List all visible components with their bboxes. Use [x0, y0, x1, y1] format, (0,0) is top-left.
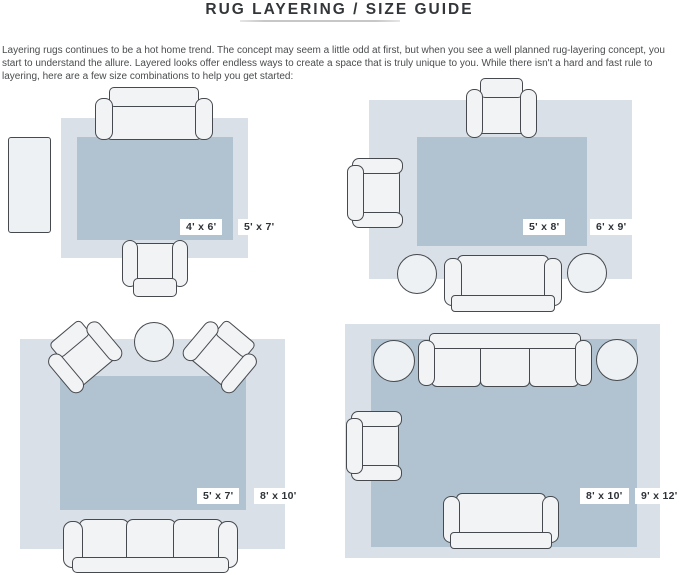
- three-seat-sofa-icon: [418, 333, 592, 387]
- sofa-cushion: [431, 345, 481, 387]
- outer-rug-size-label: 9' x 12': [635, 488, 679, 504]
- sofa-arm: [195, 98, 213, 140]
- sofa-back: [72, 557, 230, 573]
- ottoman-icon: [567, 253, 607, 293]
- sofa-back: [429, 333, 580, 349]
- sofa-arm: [575, 340, 592, 386]
- intro-paragraph: Layering rugs continues to be a hot home trend. The concept may seem a little odd at first, but when you see a well planned rug-layering concept, you start to understand the allure. Layered looks offer endless ways to create a space that is truly unique to you. While there isn't a hard and fast rule to layering, here are a few size combinations to help you get started:: [2, 45, 665, 82]
- inner-rug-size-label: 5' x 7': [197, 488, 239, 504]
- sofa-seat: [457, 255, 549, 299]
- sofa-back: [451, 295, 555, 312]
- side-table-icon: [8, 137, 51, 233]
- armchair-icon: [466, 78, 537, 138]
- sofa-arm: [95, 98, 113, 140]
- sofa-icon: [444, 255, 562, 312]
- sofa-seat: [456, 493, 547, 537]
- outer-rug-size-label: 5' x 7': [238, 219, 280, 235]
- sofa-back: [109, 87, 199, 107]
- chair-back: [346, 418, 363, 474]
- outer-rug-size-label: 8' x 10': [254, 488, 303, 504]
- round-table-icon: [134, 322, 174, 362]
- loveseat-icon: [443, 493, 559, 549]
- chair-back: [133, 278, 177, 297]
- page-title: RUG LAYERING / SIZE GUIDE: [205, 1, 474, 18]
- chair-seat: [359, 421, 398, 471]
- sofa-cushion: [79, 519, 129, 562]
- chair-arm: [520, 89, 537, 138]
- sofa-cushion: [480, 345, 530, 387]
- armchair-icon: [346, 411, 402, 481]
- outer-rug-size-label: 6' x 9': [590, 219, 632, 235]
- chair-arm: [466, 89, 483, 138]
- armchair-icon: [122, 240, 188, 297]
- sofa-arm: [418, 340, 435, 386]
- inner-rug-size-label: 8' x 10': [580, 488, 629, 504]
- ottoman-icon: [397, 254, 437, 294]
- chair-seat: [477, 92, 527, 134]
- inner-rug-size-label: 4' x 6': [180, 219, 222, 235]
- inner-rug-size-label: 5' x 8': [523, 219, 565, 235]
- sofa-icon: [95, 87, 213, 140]
- chair-back: [347, 165, 364, 221]
- sofa-back: [450, 532, 552, 549]
- title-divider: [240, 20, 400, 22]
- three-seat-sofa-icon: [63, 519, 238, 573]
- chair-seat: [360, 168, 399, 218]
- chair-back: [480, 78, 523, 98]
- ottoman-icon: [596, 339, 638, 381]
- sofa-cushion: [173, 519, 223, 562]
- armchair-icon: [347, 158, 403, 228]
- sofa-cushion: [529, 345, 579, 387]
- ottoman-icon: [373, 340, 415, 382]
- sofa-cushion: [126, 519, 176, 562]
